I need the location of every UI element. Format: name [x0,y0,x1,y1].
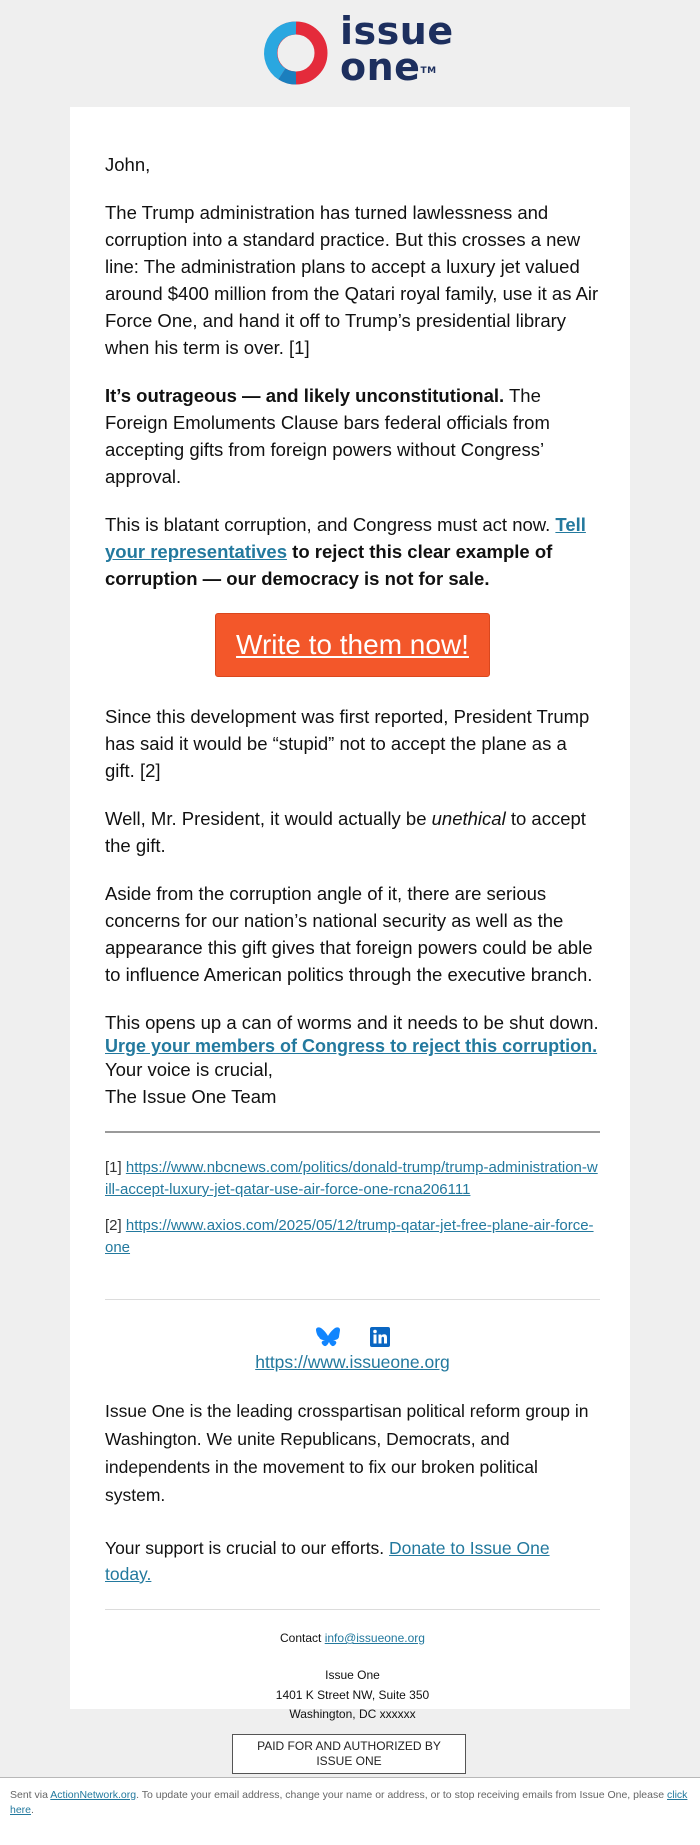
social-section [105,1328,600,1373]
footer-sent-via: Sent via [10,1789,51,1801]
paragraph-1: The Trump administration has turned lawlessness and corruption into a standard practice. But this crosses a new line: The administration plans to accept a luxury jet valued around $400 million from the Qatari royal family, use it as Air Force One, and hand it off to Trump’s presidential library when his term is over. [1] [105,202,599,358]
email-body [105,151,600,1110]
logo-line-1: issue [340,9,454,53]
paragraph-2 [105,382,600,490]
contact-email-link[interactable]: info@issueone.org [324,1631,425,1645]
paragraph-3-start: This is blatant corruption, and Congress must act now. [105,514,556,535]
section-divider [105,1299,600,1300]
paragraph-6: Aside from the corruption angle of it, there are serious concerns for our nation’s national security as well as the appearance this gift gives that foreign powers could be able to influence American politics through the executive branch. [105,883,593,985]
email-card [70,107,630,1721]
website-link[interactable]: https://www.issueone.org [255,1352,450,1372]
social-icons [105,1328,600,1350]
address-name: Issue One [325,1668,380,1682]
footnote-1 [105,1157,600,1201]
unsubscribe-link[interactable]: click here [10,1789,688,1816]
footnote-divider [105,1131,600,1133]
paragraph-3-bold: to reject this clear example of corruption — our democracy is not for sale. [105,541,553,589]
urge-congress-link[interactable]: Urge your members of Congress to reject this corruption. [105,1036,598,1056]
logo-wordmark [340,9,454,89]
paragraph-5 [105,805,600,859]
logo-trademark: TM [420,66,437,76]
contact-divider [105,1609,600,1610]
support-label: Your support is crucial to our efforts. [105,1538,390,1558]
paragraph-2-bold: It’s outrageous — and likely unconstitutional. [105,385,505,406]
email-header [0,0,700,107]
paragraph-7-text: This opens up a can of worms and it needs to be shut down. [105,1012,599,1033]
paragraph-3 [105,511,600,592]
disclaimer-line-1: PAID FOR AND AUTHORIZED BY [257,1739,441,1753]
footnote-2-link[interactable]: https://www.axios.com/2025/05/12/trump-qatar-jet-free-plane-air-force-one [105,1217,594,1256]
issue-one-logo[interactable] [262,9,454,89]
signature [105,1056,600,1110]
signature-line-2: The Issue One Team [105,1086,277,1107]
disclaimer-line-2: ISSUE ONE [316,1754,382,1768]
cta-container [105,613,600,677]
footnote-1-marker: [1] [105,1159,122,1176]
paragraph-4: Since this development was first reported, President Trump has said it would be “stupid” not to accept the plane as a gift. [2] [105,706,590,781]
address-street: 1401 K Street NW, Suite 350 [275,1687,430,1702]
contact-line [105,1628,600,1648]
support-text [105,1535,600,1587]
contact-label: Contact [280,1631,325,1645]
org-about: Issue One is the leading crosspartisan political reform group in Washington. We unite Republicans, Democrats, and independents in the movement to fix our broken political system. [105,1401,589,1505]
footnote-2-marker: [2] [105,1217,122,1234]
paragraph-7 [105,1009,600,1056]
mailing-address [105,1666,600,1725]
logo-line-2: one [340,45,421,89]
footnote-1-link[interactable]: https://www.nbcnews.com/politics/donald-trump/trump-administration-will-accept-luxury-jet-qatar-use-air-force-one-rcna206111 [105,1159,598,1198]
tell-representatives-link[interactable]: Tell your representatives [105,514,586,562]
footer-text: . To update your email address, change your name or address, or to stop receiving emails from Issue One, please [136,1789,667,1801]
ring-logo-icon [262,19,330,87]
donate-link[interactable]: Donate to Issue One today. [105,1538,550,1584]
paragraph-5-emphasis: unethical [431,808,506,829]
signature-line-1: Your voice is crucial, [105,1059,273,1080]
address-city: Washington, DC xxxxxx [289,1707,416,1721]
paragraph-5-start: Well, Mr. President, it would actually be [105,808,432,829]
bluesky-icon[interactable] [316,1327,340,1352]
paid-for-disclaimer [232,1734,466,1774]
footnote-2 [105,1215,600,1259]
paragraph-5-end: to accept the gift. [105,808,586,856]
greeting: John, [105,154,151,175]
footer-end: . [31,1804,34,1816]
linkedin-icon[interactable] [370,1327,390,1352]
paragraph-2-rest: The Foreign Emoluments Clause bars federal officials from accepting gifts from foreign powers without Congress’ approval. [105,385,550,487]
write-to-them-button[interactable]: Write to them now! [215,613,490,677]
action-network-link[interactable]: ActionNetwork.org [50,1789,137,1801]
email-footer [0,1777,700,1845]
